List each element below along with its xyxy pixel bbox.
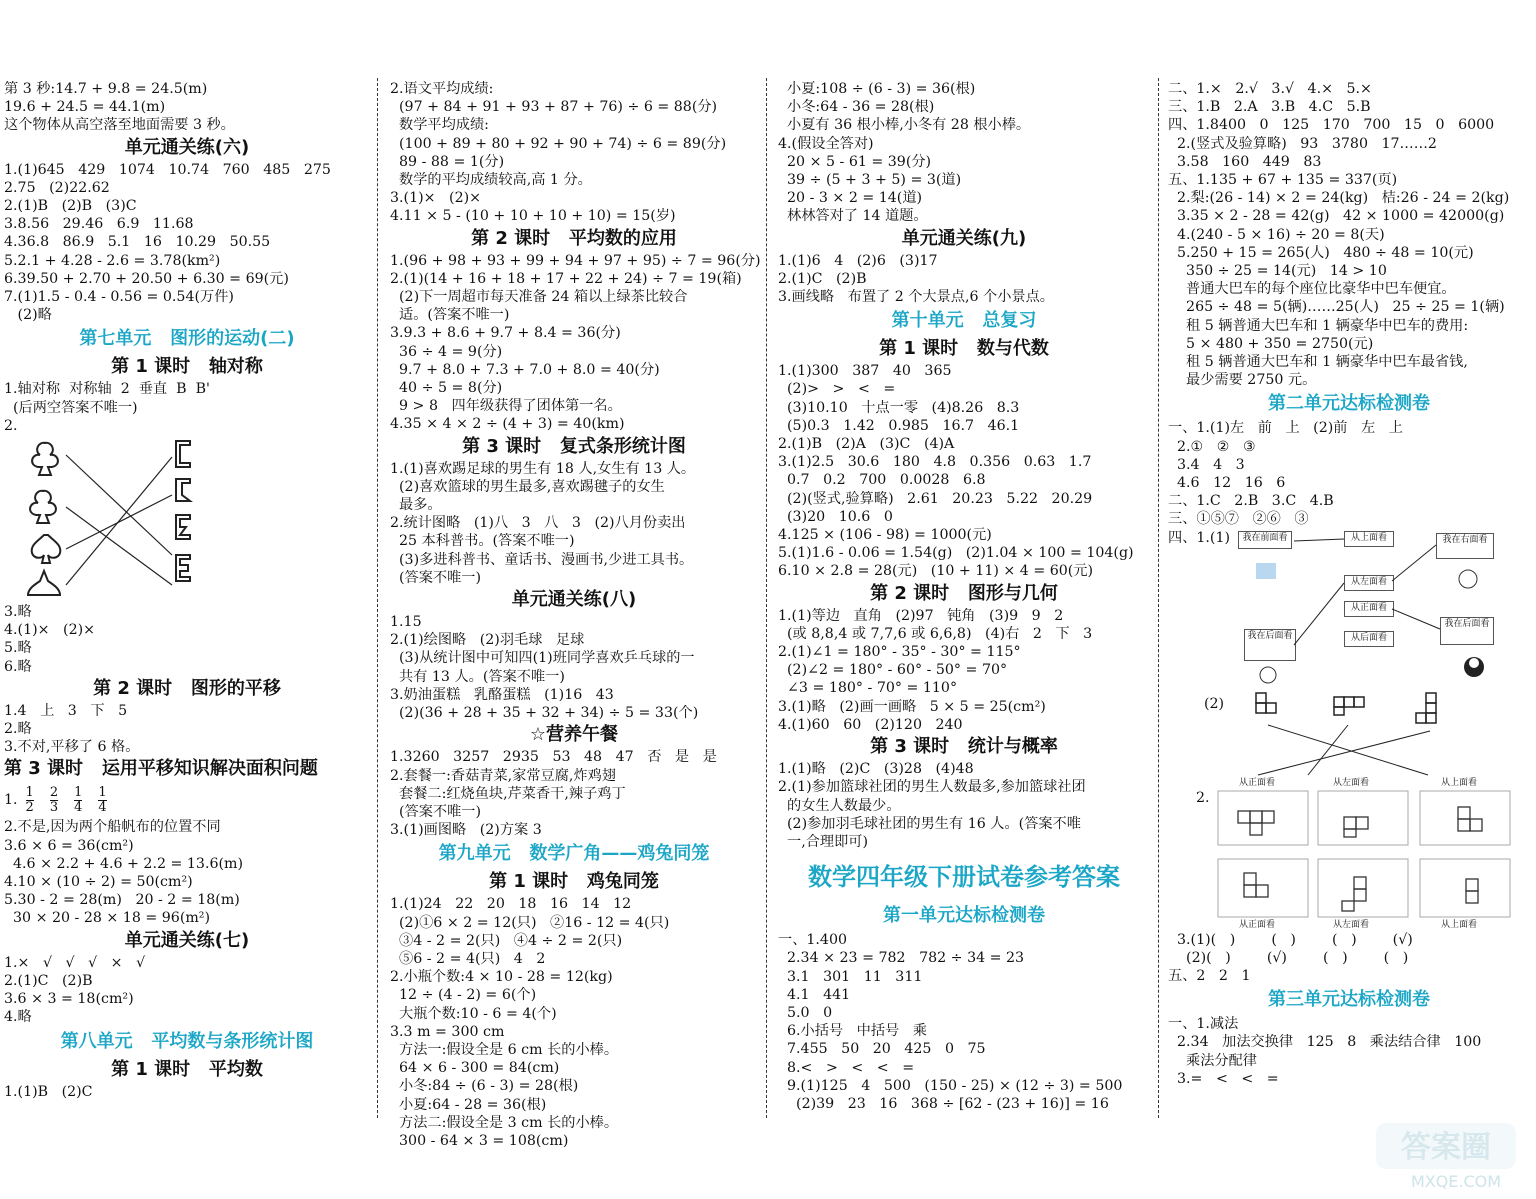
answer-block [1168,1015,1530,1088]
answer-line: 1.15 [390,614,422,631]
answer-line: (3)20 10.6 0 [778,508,893,525]
answer-line: 1.4 上 3 下 5 [4,702,128,719]
view-label-box: 我在前面看 [1238,531,1292,549]
answer-line: 5.略 [4,640,32,657]
lesson-heading: 第 2 课时 平均数的应用 [471,227,677,249]
answer-line: 19.6 + 24.5 = 44.1(m) [4,99,166,116]
section-heading: 单元通关练(九) [901,227,1027,249]
answer-line: (2)> > < = [778,381,896,398]
lesson-heading: 第 1 课时 鸡兔同笼 [489,871,659,893]
unit-heading: 第七单元 图形的运动(二) [79,328,295,350]
numerator: 2 [49,784,59,800]
answer-line: (2)∠2 = 180° - 60° - 50° = 70° [778,662,1008,679]
answer-line: 3.3 m = 300 cm [390,1023,505,1040]
answer-line: 数学的平均成绩较高,高 1 分。 [390,172,592,189]
denominator: 3 [49,799,59,815]
answer-line: 共有 13 人。(答案不唯一) [390,668,565,685]
lesson-heading: 第 3 课时 复式条形统计图 [462,435,686,457]
view-caption: 从上面看 [1428,919,1490,931]
answer-line: (5)0.3 1.42 0.985 16.7 46.1 [778,417,1020,434]
answer-block [4,818,370,927]
unit-heading: 第九单元 数学广角——鸡兔同笼 [438,843,710,865]
answer-line: 5.(1)1.6 - 0.06 = 1.54(g) (2)1.04 × 100 = 104(g) [778,545,1134,562]
answer-line: 3.(1)略 (2)画一画略 5 × 5 = 25(cm²) [778,698,1046,715]
column-3 [778,80,1150,1159]
answer-line: 2.34 加法交换律 125 8 乘法结合律 100 [1168,1034,1482,1051]
answer-line: 3.(1)画图略 (2)方案 3 [390,822,542,839]
answer-line: (3)10.10 十点一零 (4)8.26 8.3 [778,399,1020,416]
answer-line: 5 × 480 + 350 = 2750(元) [1168,335,1374,352]
denominator: 2 [25,799,34,815]
view-matching-figure [1168,529,1530,691]
answer-block [4,80,370,135]
answer-line: 89 - 88 = 1(分) [390,153,505,170]
answer-line: 1.(1)B (2)C [4,1083,93,1100]
watermark-logo [1336,1115,1526,1195]
answer-line: 39 ÷ (5 + 3 + 5) = 3(道) [778,172,962,189]
answer-line: 2.(1)C (2)B [778,270,867,287]
answer-line: 方法二:假设全是 3 cm 长的小棒。 [390,1114,619,1131]
answer-line: 3.9.3 + 8.6 + 9.7 + 8.4 = 36(分) [390,325,621,342]
answer-line: 4.1 441 [778,986,851,1003]
answer-line: 2.不是,因为两个船帆布的位置不同 [4,819,221,836]
views-line-figure [1168,691,1530,777]
answer-block [778,252,1150,307]
answer-line: (后两空答案不唯一) [4,399,138,416]
answer-line: 7.455 50 20 425 0 75 [778,1041,986,1058]
section-heading: 单元通关练(七) [124,929,250,951]
lesson-heading: 第 1 课时 轴对称 [111,356,263,378]
column-4 [1168,80,1530,1159]
answer-block [4,954,370,1027]
answer-line: 2.(竖式及验算略) 93 3780 17……2 [1168,135,1437,152]
answer-block [390,80,758,226]
symmetry-matching-figure [4,435,370,603]
answer-block [390,748,758,839]
answer-line: (2)下一周超市每天准备 24 箱以上绿茶比较合 [390,289,688,306]
lesson-heading: 第 3 课时 运用平移知识解决面积问题 [4,758,318,780]
answer-line: 一、1.减法 [1168,1016,1239,1033]
answer-line: 2.(1)B (2)B (3)C [4,198,137,215]
denominator: 4 [98,799,107,815]
answer-block [4,1083,370,1101]
answer-block [390,460,758,587]
answer-line: 12 ÷ (4 - 2) = 6(个) [390,987,537,1004]
answer-line: 9 > 8 四年级获得了团体第一名。 [390,398,622,415]
answer-line: 2.略 [4,721,32,738]
answer-line: 二、1.× 2.√ 3.√ 4.× 5.× [1168,81,1372,97]
answer-line: 6.39.50 + 2.70 + 20.50 + 6.30 = 69(元) [4,270,289,287]
answer-line: 265 ÷ 48 = 5(辆)……25(人) 25 ÷ 25 = 1(辆) [1168,299,1505,316]
numerator: 1 [74,784,83,800]
answer-line: (答案不唯一) [390,803,482,820]
answer-block [778,80,1150,226]
test-heading: 第二单元达标检测卷 [1268,393,1430,415]
answer-line: 3.= < < = [1168,1070,1279,1087]
answer-line: 适。(答案不唯一) [390,307,510,324]
answer-line: 二、1.C 2.B 3.C 4.B [1168,493,1334,510]
view-caption: 从上面看 [1428,777,1490,789]
answer-line: 3.1 301 11 311 [778,968,923,985]
numerator: 1 [25,784,34,800]
answer-line: 2.梨:(26 - 14) × 2 = 24(kg) 桔:26 - 24 = 2(kg) [1168,190,1510,207]
answer-line: 9.7 + 8.0 + 7.3 + 7.0 + 8.0 = 40(分) [390,361,660,378]
view-label-box: 我在后面看 [1244,629,1296,661]
answer-line: (2)喜欢篮球的男生最多,喜欢踢毽子的女生 [390,478,665,495]
answer-line: 9.(1)125 4 500 (150 - 25) × (12 ÷ 3) = 500 [778,1077,1123,1094]
view-label-box: 从后面看 [1344,631,1394,647]
answer-line: 1.3260 3257 2935 53 48 47 否 是 是 [390,749,717,766]
section-heading: 单元通关练(六) [124,136,250,158]
answer-line: 3.35 × 2 - 28 = 42(g) 42 × 1000 = 42000(g) [1168,208,1505,225]
answer-line: 林林答对了 14 道题。 [778,208,928,225]
answer-block [4,603,370,676]
answer-line: (97 + 84 + 91 + 93 + 87 + 76) ÷ 6 = 88(分) [390,99,718,116]
answer-line: 5.30 - 2 = 28(m) 20 - 2 = 18(m) [4,892,240,909]
answer-line: 小夏:108 ÷ (6 - 3) = 36(根) [778,81,976,97]
answer-line: 1.(1)6 4 (2)6 (3)17 [778,252,938,269]
question-number: 四、1.(1) [1168,529,1231,546]
answer-line: 1.(1)645 429 1074 10.74 760 485 275 [4,161,331,178]
fraction [50,786,58,815]
answer-line: (答案不唯一) [390,569,482,586]
fraction [98,786,106,815]
column-1 [4,80,370,1159]
answer-line: 2.(1)绘图略 (2)羽毛球 足球 [390,632,585,649]
answer-line: 2.(1)B (2)A (3)C (4)A [778,436,955,453]
answer-line: 普通大巴车的每个座位比豪华中巴车便宜。 [1168,281,1456,298]
question-number: 1. [4,792,18,809]
answer-line: 3.4 4 3 [1168,456,1245,473]
lesson-heading: 第 3 课时 统计与概率 [870,736,1058,758]
answer-line: 3.不对,平移了 6 格。 [4,739,140,756]
view-label-box: 我在后面看 [1440,617,1494,645]
answer-line: ∠3 = 180° - 70° = 110° [778,680,958,697]
answer-line: 一、1.400 [778,932,847,949]
lesson-heading: 第 2 课时 图形的平移 [93,677,281,699]
answer-line: 小夏有 36 根小棒,小冬有 28 根小棒。 [778,117,1031,134]
answer-line: 4.略 [4,1009,32,1026]
answer-line: 一,合理即可) [778,833,869,850]
answer-line: 3.58 160 449 83 [1168,153,1322,170]
answer-line: 4.(1)× (2)× [4,622,96,639]
fraction-list [18,786,115,815]
answer-line: 25 本科普书。(答案不唯一) [390,533,575,550]
watermark-text: 答案圈 [1401,1130,1491,1165]
answer-line: 方法一:假设全是 6 cm 长的小棒。 [390,1041,619,1058]
page-title: 数学四年级下册试卷参考答案 [808,863,1120,892]
answer-line: 4.(240 - 5 × 16) ÷ 20 = 8(天) [1168,226,1385,243]
lesson-heading: 第 1 课时 平均数 [111,1058,263,1080]
answer-line: 2.(1)C (2)B [4,972,93,989]
answer-line: 1.(1)喜欢踢足球的男生有 18 人,女生有 13 人。 [390,460,696,477]
test-heading: 第三单元达标检测卷 [1268,989,1430,1011]
answer-block [778,607,1150,734]
answer-block [1168,419,1530,528]
answer-line: 350 ÷ 25 = 14(元) 14 > 10 [1168,263,1387,280]
answer-line: 2.75 (2)22.62 [4,179,110,196]
test-heading: 第一单元达标检测卷 [883,905,1045,927]
answer-line: 租 5 辆普通大巴车和 1 辆豪华中巴车的费用: [1168,317,1469,334]
answer-line: 4.125 × (106 - 98) = 1000(元) [778,527,992,544]
answer-line: 0.7 0.2 700 0.0028 6.8 [778,472,986,489]
view-label-box: 从正面看 [1344,601,1394,617]
answer-line: 租 5 辆普通大巴车和 1 辆豪华中巴车最省钱, [1168,354,1468,371]
view-label-box: 从上面看 [1344,531,1394,547]
answer-line: 这个物体从高空落至地面需要 3 秒。 [4,117,235,134]
view-caption: 从左面看 [1320,919,1382,931]
answer-line: 五、1.135 + 67 + 135 = 337(页) [1168,172,1398,189]
answer-line: 2.小瓶个数:4 × 10 - 28 = 12(kg) [390,969,613,986]
column-divider [766,78,767,1118]
answer-block [778,760,1150,851]
answer-line: (2)(竖式,验算略) 2.61 20.23 5.22 20.29 [778,490,1093,507]
answer-line: 1.(1)等边 直角 (2)97 钝角 (3)9 9 2 [778,607,1064,624]
view-label-box: 从左面看 [1344,575,1394,591]
answer-line: (2)略 [4,307,52,324]
answer-line: 3.略 [4,604,32,621]
answer-line: 1.轴对称 对称轴 2 垂直 B B' [4,381,210,398]
answer-line: 30 × 20 - 28 × 18 = 96(m²) [4,910,211,927]
answer-line: 4.35 × 4 × 2 ÷ (4 + 3) = 40(km) [390,416,625,433]
answer-line: 5.250 + 15 = 265(人) 480 ÷ 48 = 10(元) [1168,244,1474,261]
lesson-heading: 第 2 课时 图形与几何 [870,582,1058,604]
answer-block [390,895,758,1150]
answer-line: (3)多进科普书、童话书、漫画书,少进工具书。 [390,551,694,568]
answer-block [4,702,370,757]
section-heading: ☆营养午餐 [529,724,619,746]
answer-line: (2)( ) (√) ( ) ( ) [1168,949,1409,966]
answer-line: 3.画线略 布置了 2 个大景点,6 个小景点。 [778,289,1054,306]
answer-block [4,161,370,325]
answer-line: 三、1.B 2.A 3.B 4.C 5.B [1168,99,1371,116]
cube-views [1168,691,1530,777]
answer-line: 2.34 × 23 = 782 782 ÷ 34 = 23 [778,950,1025,967]
denominator: 4 [74,799,83,815]
answer-line: 20 × 5 - 61 = 39(分) [778,153,932,170]
answer-line: 1.(1)略 (2)C (3)28 (4)48 [778,761,974,778]
answer-line: 一、1.(1)左 前 上 (2)前 左 上 [1168,420,1403,437]
answer-line: 1.(96 + 98 + 93 + 99 + 94 + 97 + 95) ÷ 7 = 96(分) [390,252,761,269]
answer-line: 5.2.1 + 4.28 - 2.6 = 3.78(km²) [4,252,221,269]
answer-line: 4.6 12 16 6 [1168,475,1286,492]
answer-line: (2)(36 + 28 + 35 + 32 + 34) ÷ 5 = 33(个) [390,705,699,722]
answer-line: 2. [4,417,18,434]
answer-block [778,362,1150,580]
watermark-url: MXQE.COM [1410,1172,1502,1191]
answer-line: 4.(1)60 60 (2)120 240 [778,716,963,733]
lesson-heading: 第 1 课时 数与代数 [879,338,1049,360]
numerator: 1 [98,784,107,800]
column-2 [390,80,761,1159]
view-label-box: 我在右面看 [1436,533,1494,559]
view-caption: 从正面看 [1226,919,1288,931]
answer-line: 第 3 秒:14.7 + 9.8 = 24.5(m) [4,81,208,97]
answer-line: 的女生人数最少。 [778,797,901,814]
answer-line: 64 × 6 - 300 = 84(cm) [390,1060,560,1077]
answer-line: 2.语文平均成绩: [390,81,494,97]
answer-line: 3.奶油蛋糕 乳酪蛋糕 (1)16 43 [390,686,614,703]
answer-line: 5.0 0 [778,1004,833,1021]
answer-line: 6.小括号 中括号 乘 [778,1023,927,1040]
answer-line: 3.(1)× (2)× [390,190,482,207]
answer-line: (3)从统计图中可知四(1)班同学喜欢乒乓球的一 [390,650,695,667]
answer-line: 3.6 × 3 = 18(cm²) [4,991,134,1008]
answer-line: 小冬:84 ÷ (6 - 3) = 28(根) [390,1078,579,1095]
answer-line: 2.(1)(14 + 16 + 18 + 17 + 22 + 24) ÷ 7 = 19(箱) [390,270,742,287]
answer-line: (2)①6 × 2 = 12(只) ②16 - 12 = 4(只) [390,914,670,931]
answer-line: 2.(1)参加篮球社团的男生人数最多,参加篮球社团 [778,779,1086,796]
answer-line: 300 - 64 × 3 = 108(cm) [390,1132,569,1149]
answer-line: 三、①⑤⑦ ②⑥ ③ [1168,511,1309,528]
answer-line: 四、1.8400 0 125 170 700 15 0 6000 [1168,117,1495,134]
fraction-answer-row [4,782,370,818]
answer-line: 40 ÷ 5 = 8(分) [390,380,503,397]
answer-block [390,613,758,722]
answer-line: 7.(1)1.5 - 0.4 - 0.56 = 0.54(万件) [4,289,234,306]
answer-line: 五、2 2 1 [1168,968,1251,985]
fraction [26,786,34,815]
three-views-figure [1168,777,1530,931]
answer-line: 4.11 × 5 - (10 + 10 + 10 + 10) = 15(岁) [390,208,676,225]
section-heading: 单元通关练(八) [511,589,637,611]
answer-line: 小夏:64 - 28 = 36(根) [390,1096,547,1113]
answer-line: (2)39 23 16 368 ÷ [62 - (23 + 16)] = 16 [778,1095,1109,1112]
column-divider [377,78,378,1118]
answer-line: 数学平均成绩: [390,117,489,134]
answer-line: 3.(1)2.5 30.6 180 4.8 0.356 0.63 1.7 [778,454,1092,471]
grid-views [1168,777,1530,931]
answer-line: 2.(1)∠1 = 180° - 35° - 30° = 115° [778,644,1021,661]
view-caption: 从正面看 [1226,777,1288,789]
answer-block [1168,80,1530,389]
question-number: (2) [1204,695,1225,712]
answer-line: 4.36.8 86.9 5.1 16 10.29 50.55 [4,234,271,251]
answer-line: 小冬:64 - 36 = 28(根) [778,99,935,116]
answer-line: 20 - 3 × 2 = 14(道) [778,190,923,207]
answer-block [778,931,1150,1113]
answer-line: 6.10 × 2.8 = 28(元) (10 + 11) × 4 = 60(元) [778,563,1094,580]
answer-line: 2.套餐一:香菇青菜,家常豆腐,炸鸡翅 [390,767,616,784]
answer-line: 最少需要 2750 元。 [1168,372,1317,389]
answer-line: 套餐二:红烧鱼块,芹菜香干,辣子鸡丁 [390,785,626,802]
answer-line: (或 8,8,4 或 7,7,6 或 6,6,8) (4)右 2 下 3 [778,625,1093,642]
answer-line: 乘法分配律 [1168,1052,1257,1069]
answer-line: ⑤6 - 2 = 4(只) 4 2 [390,950,546,967]
fraction [74,786,82,815]
answer-line: 4.(假设全答对) [778,135,874,152]
column-divider [1158,78,1159,1118]
answer-line: 4.6 × 2.2 + 4.6 + 2.2 = 13.6(m) [4,855,244,872]
answer-line: (2)参加羽毛球社团的男生有 16 人。(答案不唯 [778,815,1081,832]
answer-line: 1.× √ √ √ × √ [4,954,146,971]
answer-block [4,380,370,435]
answer-line: ③4 - 2 = 2(只) ④4 ÷ 2 = 2(只) [390,932,623,949]
answer-line: 4.10 × (10 ÷ 2) = 50(cm²) [4,874,193,891]
answer-line: 3.(1)( ) ( ) ( ) (√) [1168,931,1413,948]
answer-line: 3.6 × 6 = 36(cm²) [4,837,134,854]
answer-line: 1.(1)300 387 40 365 [778,363,952,380]
unit-heading: 第八单元 平均数与条形统计图 [60,1030,314,1052]
question-number: 2. [1196,789,1210,806]
unit-heading: 第十单元 总复习 [891,310,1037,332]
answer-block [390,252,761,434]
matching-lines [1168,529,1530,691]
view-caption: 从左面看 [1320,777,1382,789]
answer-line: 最多。 [390,497,442,514]
answer-line: (100 + 89 + 80 + 92 + 90 + 74) ÷ 6 = 89(分) [390,135,727,152]
answer-line: 大瓶个数:10 - 6 = 4(个) [390,1005,557,1022]
answer-line: 1.(1)24 22 20 18 16 14 12 [390,896,632,913]
answer-block [1168,931,1530,967]
answer-line: 6.略 [4,658,32,675]
answer-line: 2.统计图略 (1)八 3 八 3 (2)八月份卖出 [390,515,686,532]
answer-line: 3.8.56 29.46 6.9 11.68 [4,216,194,233]
answer-line: 2.① ② ③ [1168,438,1256,455]
answer-line: 36 ÷ 4 = 9(分) [390,343,503,360]
answer-line: 8.< > < < = [778,1059,915,1076]
